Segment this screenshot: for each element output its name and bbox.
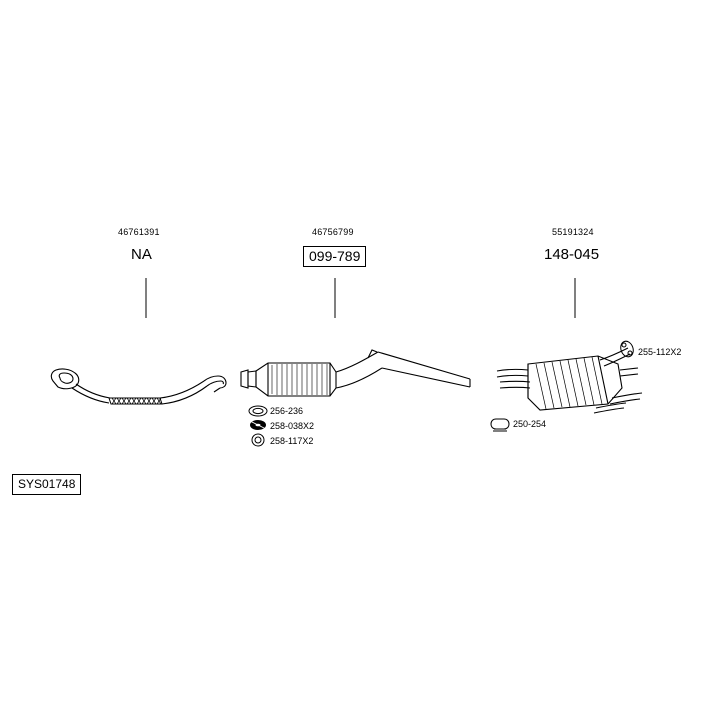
accessory-label-hanger-255-112: 255-112X2 — [638, 347, 682, 357]
oem-code-catalytic-converter: 46756799 — [312, 227, 354, 237]
bolt-icon — [250, 421, 266, 430]
accessory-label-gasket-256-236: 256-236 — [270, 406, 304, 416]
accessory-label-clamp-250-254: 250-254 — [513, 419, 547, 429]
oval-gasket-icon — [249, 406, 267, 416]
part-catalytic-converter-drawing — [241, 350, 470, 396]
part-label-front-pipe: NA — [131, 246, 152, 263]
part-label-catalytic-converter: 099-789 — [303, 246, 366, 267]
oem-code-front-pipe: 46761391 — [118, 227, 160, 237]
part-rear-silencer-drawing — [497, 348, 642, 413]
oem-code-rear-silencer: 55191324 — [552, 227, 594, 237]
part-front-pipe-drawing — [51, 369, 226, 404]
accessory-label-bolt-258-038: 258-038X2 — [270, 421, 315, 431]
part-label-rear-silencer: 148-045 — [544, 246, 600, 263]
accessory-label-ring-258-117: 258-117X2 — [270, 436, 314, 446]
clamp-icon — [491, 419, 509, 431]
system-code-badge: SYS01748 — [12, 474, 81, 495]
ring-icon — [252, 434, 264, 446]
